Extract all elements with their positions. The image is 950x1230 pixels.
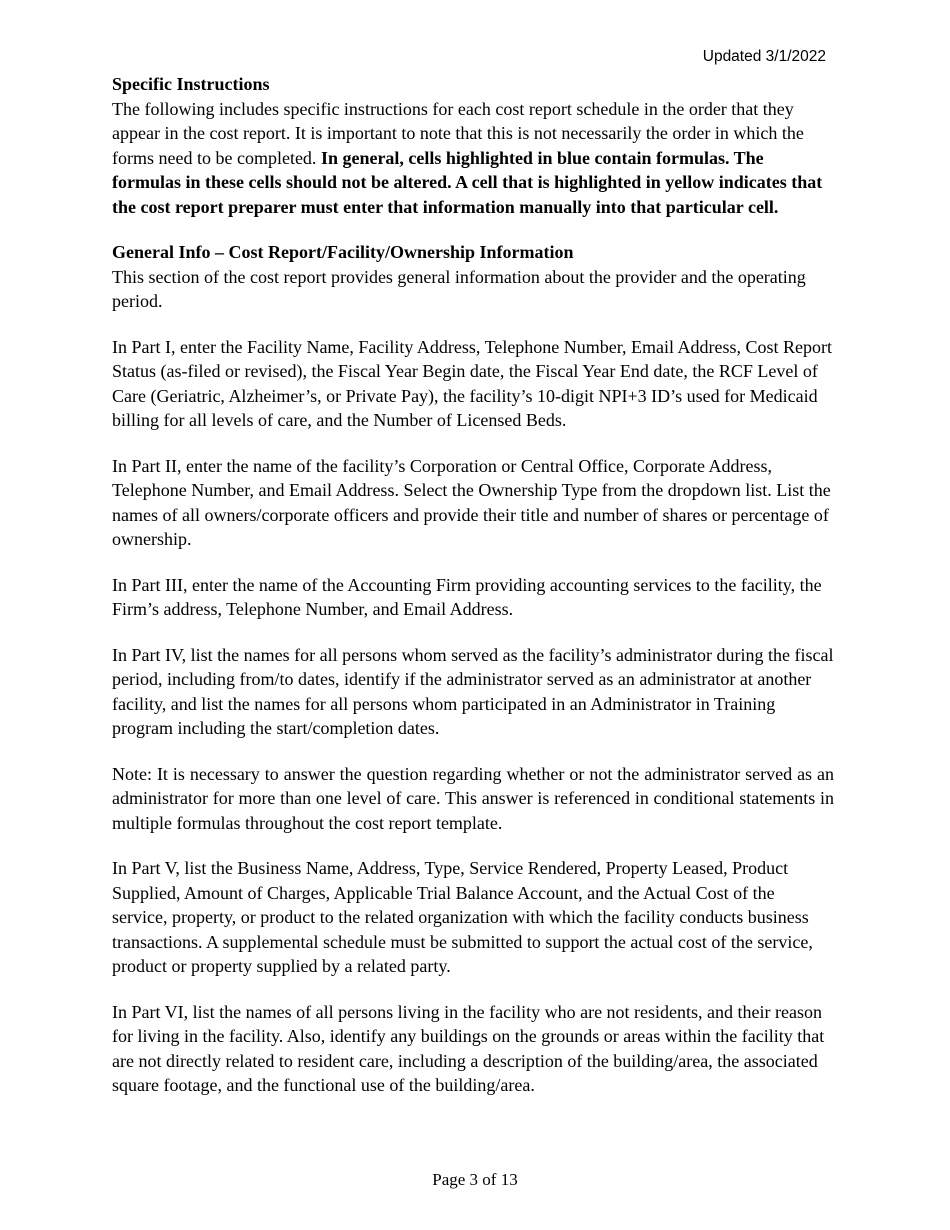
specific-instructions-heading: Specific Instructions: [112, 74, 270, 94]
part-2-paragraph: In Part II, enter the name of the facility’s Corporation or Central Office, Corporate Address, Telephone Number, and Email Address. Select the Ownership Type from the dropdown list. List the names of all owners/corporate officers and provide their title and number of shares or percentage of ownership.: [112, 455, 831, 549]
part-6-paragraph: In Part VI, list the names of all persons living in the facility who are not residents, and their reason for living in the facility. Also, identify any buildings on the grounds or areas within the facility that are not directly related to resident care, including a description of the building/area, the associated square footage, and the functional use of the building/area.: [112, 1001, 825, 1095]
general-info-heading: General Info – Cost Report/Facility/Ownership Information: [112, 242, 574, 262]
part-5-paragraph: In Part V, list the Business Name, Address, Type, Service Rendered, Property Leased, Product Supplied, Amount of Charges, Applicable Trial Balance Account, and the Actual Cost of the service, property, or product to the related organization with which the facility conducts business transactions. A supplemental schedule must be submitted to support the actual cost of the service, product or property supplied by a related party.: [112, 858, 813, 976]
part-4-paragraph-block: [112, 643, 834, 741]
specific-instructions-section: [112, 72, 834, 219]
note-paragraph-block: [112, 762, 834, 836]
note-paragraph: Note: It is necessary to answer the question regarding whether or not the administrator served as an administrator for more than one level of care. This answer is referenced in conditional statements in multiple formulas throughout the cost report template.: [112, 763, 834, 833]
part-1-paragraph-block: [112, 335, 834, 433]
page-number: Page 3 of 13: [432, 1170, 518, 1189]
part-4-paragraph: In Part IV, list the names for all persons whom served as the facility’s administrator during the fiscal period, including from/to dates, identify if the administrator served as an administrator at another facility, and list the names for all persons whom participated in an Administrator in Training program including the start/completion dates.: [112, 644, 834, 738]
specific-instructions-paragraph: [112, 97, 834, 220]
general-info-intro: This section of the cost report provides general information about the provider and the operating period.: [112, 266, 806, 311]
part-3-paragraph-block: [112, 573, 834, 622]
part-1-paragraph: In Part I, enter the Facility Name, Facility Address, Telephone Number, Email Address, Cost Report Status (as-filed or revised), the Fiscal Year Begin date, the Fiscal Year End date, the RCF Level of Care (Geriatric, Alzheimer’s, or Private Pay), the facility’s 10-digit NPI+3 ID’s used for Medicaid billing for all levels of care, and the Number of Licensed Beds.: [112, 336, 833, 430]
updated-date: Updated 3/1/2022: [702, 48, 826, 65]
document-body: [112, 72, 834, 1098]
part-5-paragraph-block: [112, 856, 834, 979]
specific-bold-text: In general, cells highlighted in blue contain formulas. The formulas in these cells should not be altered. A cell that is highlighted in yellow indicates that the cost report preparer must enter that information manually into that particular cell.: [112, 147, 823, 217]
specific-intro-text: The following includes specific instructions for each cost report schedule in the order that they appear in the cost report. It is important to note that this is not necessarily the order in which the forms need to be completed.: [112, 98, 804, 168]
general-info-section: [112, 240, 834, 314]
part-3-paragraph: In Part III, enter the name of the Accounting Firm providing accounting services to the facility, the Firm’s address, Telephone Number, and Email Address.: [112, 574, 822, 619]
part-2-paragraph-block: [112, 454, 834, 552]
part-6-paragraph-block: [112, 1000, 834, 1098]
